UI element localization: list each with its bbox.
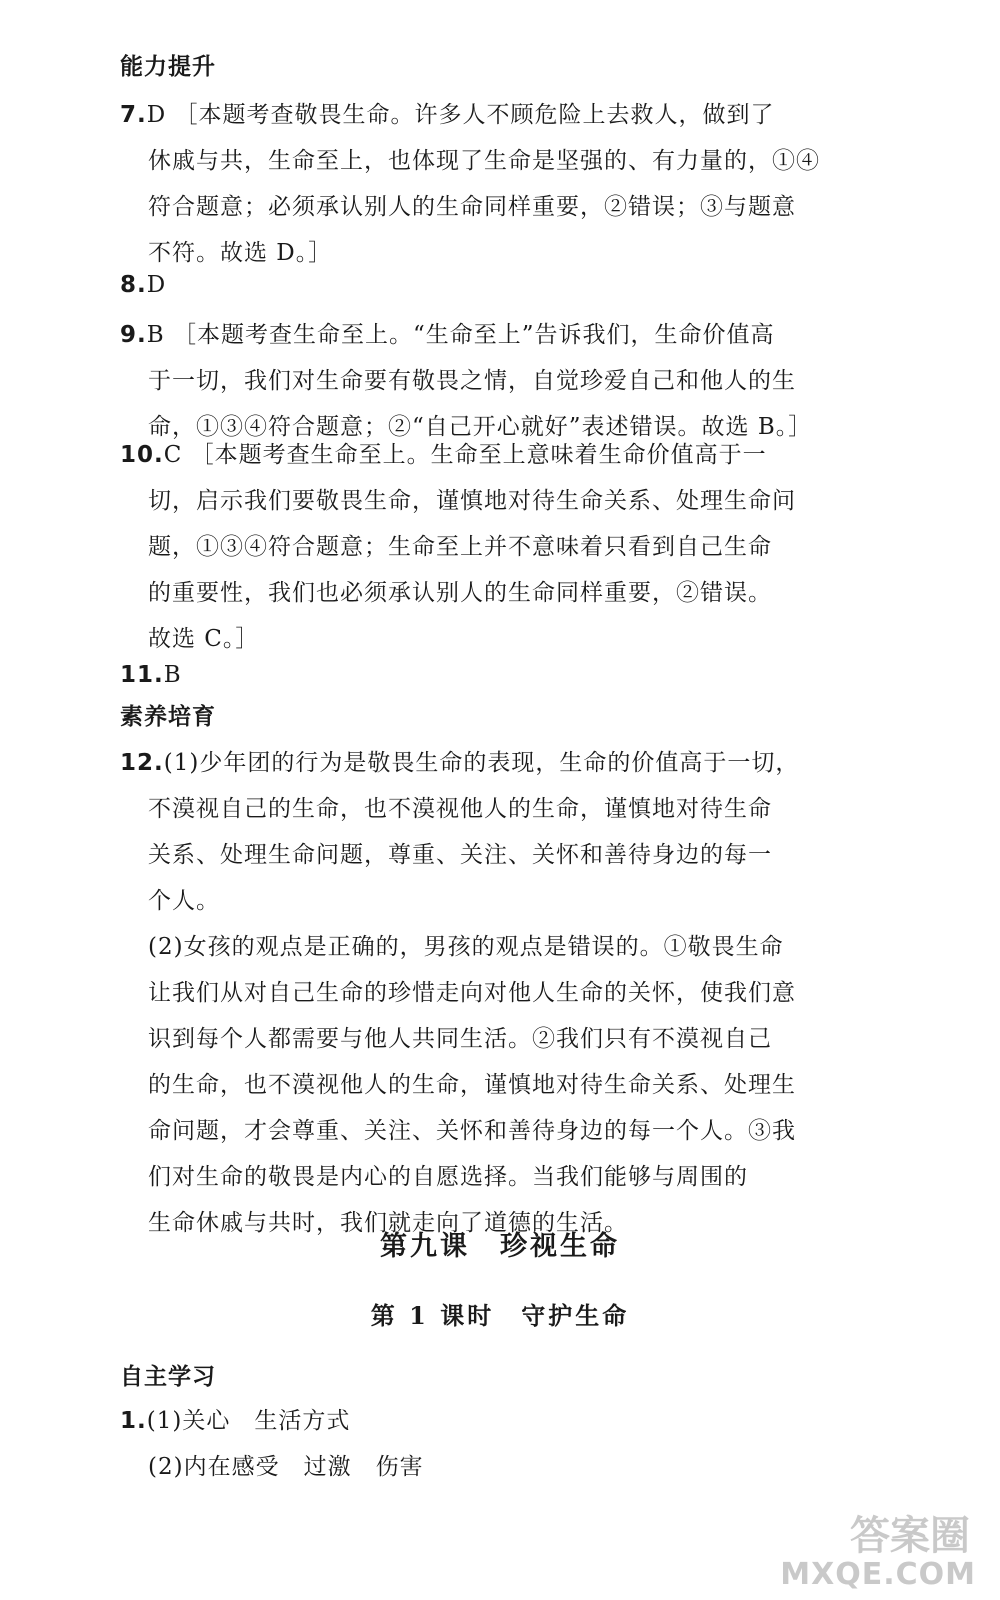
answer-text-line: C ［本题考查生命至上。生命至上意味着生命价值高于一 <box>163 442 767 468</box>
answer-text-line: 休戚与共，生命至上，也体现了生命是坚强的、有力量的，①④ <box>148 148 820 174</box>
section-heading-ability: 能力提升 <box>120 54 216 80</box>
section-heading-selfstudy: 自主学习 <box>120 1364 216 1390</box>
answer-text-line: 切，启示我们要敬畏生命，谨慎地对待生命关系、处理生命问 <box>148 488 796 514</box>
answer-text-line: 命，①③④符合题意；②“自己开心就好”表述错误。故选 B。］ <box>148 414 813 440</box>
answer-text-line: 故选 C。］ <box>148 626 260 652</box>
watermark-logo-text: 答案圈 <box>850 1513 970 1559</box>
watermark-domain-text: MXQE.COM <box>780 1557 976 1592</box>
site-watermark <box>780 1504 980 1592</box>
answer-text-line: 命问题，才会尊重、关注、关怀和善待身边的每一个人。③我 <box>148 1118 796 1144</box>
item-number: 7. <box>120 102 147 128</box>
answer-item-9 <box>120 312 813 450</box>
item-number: 11. <box>120 662 164 688</box>
answer-text-line: 题，①③④符合题意；生命至上并不意味着只看到自己生命 <box>148 534 772 560</box>
item-number: 10. <box>120 442 164 468</box>
item-number: 12. <box>120 750 164 776</box>
answer-text-line: 符合题意；必须承认别人的生命同样重要，②错误；③与题意 <box>148 194 796 220</box>
answer-item-7 <box>120 92 820 276</box>
answer-text-line: 于一切，我们对生命要有敬畏之情，自觉珍爱自己和他人的生 <box>148 368 796 394</box>
answer-text-line: D <box>146 272 167 298</box>
answer-text-line: 不符。故选 D。］ <box>148 240 333 266</box>
answer-text-line: 让我们从对自己生命的珍惜走向对他人生命的关怀，使我们意 <box>148 980 796 1006</box>
answer-item-12 <box>120 740 800 1246</box>
answer-text-line: D ［本题考查敬畏生命。许多人不顾危险上去救人，做到了 <box>146 102 775 128</box>
lesson-title: 第九课 珍视生命 <box>380 1231 620 1262</box>
period-title: 第 1 课时 守护生命 <box>370 1301 630 1330</box>
item-number: 1. <box>120 1408 147 1434</box>
answer-text-line: 的重要性，我们也必须承认别人的生命同样重要，②错误。 <box>148 580 772 606</box>
answer-text-line: 个人。 <box>148 888 220 914</box>
answer-text-line: (1)少年团的行为是敬畏生命的表现，生命的价值高于一切， <box>163 750 800 776</box>
answer-text-line: 关系、处理生命问题，尊重、关注、关怀和善待身边的每一 <box>148 842 772 868</box>
answer-text-line: (2)女孩的观点是正确的，男孩的观点是错误的。①敬畏生命 <box>148 934 784 960</box>
answer-item-8 <box>120 262 800 308</box>
section-heading-literacy: 素养培育 <box>120 704 216 730</box>
answer-text-line: 不漠视自己的生命，也不漠视他人的生命，谨慎地对待生命 <box>148 796 772 822</box>
answer-text-line: 们对生命的敬畏是内心的自愿选择。当我们能够与周围的 <box>148 1164 748 1190</box>
item-number: 8. <box>120 272 147 298</box>
item-number: 9. <box>120 322 147 348</box>
answer-text-line: B <box>163 662 182 688</box>
answer-item-10 <box>120 432 800 662</box>
answer-text-line: B ［本题考查生命至上。“生命至上”告诉我们，生命价值高 <box>146 322 775 348</box>
answer-item-11 <box>120 652 800 698</box>
answer-text-line: 生命休戚与共时，我们就走向了道德的生活。 <box>148 1210 628 1236</box>
answer-text-line: 的生命，也不漠视他人的生命，谨慎地对待生命关系、处理生 <box>148 1072 796 1098</box>
answer-text-line: (1)关心 生活方式 <box>146 1408 351 1434</box>
answer-text-line: (2)内在感受 过激 伤害 <box>148 1454 424 1480</box>
answer-text-line: 识到每个人都需要与他人共同生活。②我们只有不漠视自己 <box>148 1026 772 1052</box>
answer-item-1 <box>120 1398 800 1490</box>
